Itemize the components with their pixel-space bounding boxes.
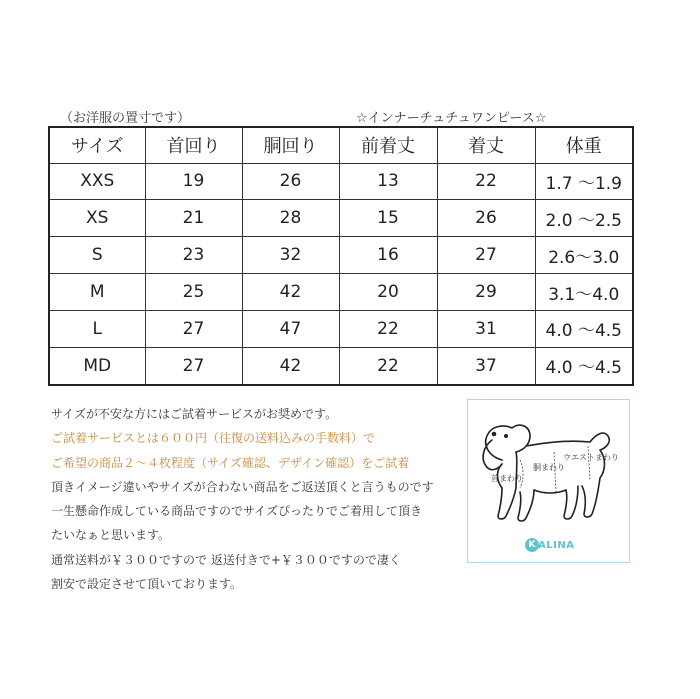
cell-chest: 32: [242, 237, 339, 274]
size-table: [48, 126, 634, 386]
note-line: ご希望の商品２～４枚程度（サイズ確認、デザイン確認）をご試着: [51, 455, 410, 470]
cell-size: MD: [49, 347, 145, 385]
caption-product-name: ☆インナーチュチュワンピース☆: [356, 111, 547, 126]
cell-length: 27: [437, 237, 535, 274]
table-row: [49, 274, 633, 311]
cell-weight: 3.1～4.0: [535, 274, 633, 311]
cell-front-length: 20: [339, 274, 437, 311]
note-line: 頂きイメージ違いやサイズが合わない商品をご返送頂くと言うものです: [51, 479, 434, 494]
cell-front-length: 22: [339, 311, 437, 348]
cell-weight: 4.0 ～4.5: [535, 347, 633, 385]
logo-text: ALINA: [538, 539, 575, 551]
trial-service-notes: [51, 402, 471, 596]
note-line: ご試着サービスとは６００円（往復の送料込みの手数料）で: [51, 431, 376, 446]
cell-chest: 42: [242, 274, 339, 311]
note-line: 通常送料が￥３００ですので 返送付きで+￥３００ですので凄く: [51, 552, 401, 567]
cell-length: 29: [437, 274, 535, 311]
cell-chest: 47: [242, 311, 339, 348]
chest-label: 胴まわり: [533, 463, 565, 472]
cell-neck: 25: [145, 274, 242, 311]
cell-neck: 27: [145, 347, 242, 385]
dog-measurement-diagram: [467, 399, 630, 563]
caption-measure-note: （お洋服の置寸です）: [60, 111, 191, 126]
header-front-length: 前着丈: [339, 127, 437, 163]
cell-length: 22: [437, 163, 535, 200]
note-line: たいなぁと思います。: [51, 528, 171, 543]
table-row: [49, 347, 633, 385]
note-line: 割安で設定させて頂いております。: [51, 577, 243, 592]
cell-front-length: 15: [339, 200, 437, 237]
header-length: 着丈: [437, 127, 535, 163]
header-size: サイズ: [49, 127, 145, 163]
cell-front-length: 13: [339, 163, 437, 200]
cell-weight: 2.6～3.0: [535, 237, 633, 274]
cell-size: S: [49, 237, 145, 274]
table-row: [49, 200, 633, 237]
header-weight: 体重: [535, 127, 633, 163]
cell-weight: 4.0 ～4.5: [535, 311, 633, 348]
table-row: [49, 237, 633, 274]
cell-chest: 28: [242, 200, 339, 237]
waist-label: ウエストまわり: [563, 453, 619, 462]
header-chest: 胴回り: [242, 127, 339, 163]
cell-neck: 21: [145, 200, 242, 237]
cell-size: M: [49, 274, 145, 311]
cell-length: 37: [437, 347, 535, 385]
cell-neck: 23: [145, 237, 242, 274]
kalina-logo: [525, 537, 574, 553]
logo-mark-icon: K: [525, 538, 539, 552]
cell-front-length: 22: [339, 347, 437, 385]
table-row: [49, 311, 633, 348]
cell-chest: 42: [242, 347, 339, 385]
cell-weight: 1.7 ～1.9: [535, 163, 633, 200]
cell-size: XXS: [49, 163, 145, 200]
cell-neck: 19: [145, 163, 242, 200]
cell-chest: 26: [242, 163, 339, 200]
cell-front-length: 16: [339, 237, 437, 274]
cell-neck: 27: [145, 311, 242, 348]
table-row: [49, 163, 633, 200]
note-line: 一生懸命作成している商品ですのでサイズぴったりでご着用して頂き: [51, 504, 423, 519]
neck-label: 首まわり: [491, 474, 523, 483]
cell-weight: 2.0 ～2.5: [535, 200, 633, 237]
cell-length: 26: [437, 200, 535, 237]
cell-size: XS: [49, 200, 145, 237]
table-header-row: [49, 127, 633, 163]
note-line: サイズが不安な方にはご試着サービスがお奨めです。: [51, 407, 338, 421]
header-neck: 首回り: [145, 127, 242, 163]
cell-length: 31: [437, 311, 535, 348]
cell-size: L: [49, 311, 145, 348]
